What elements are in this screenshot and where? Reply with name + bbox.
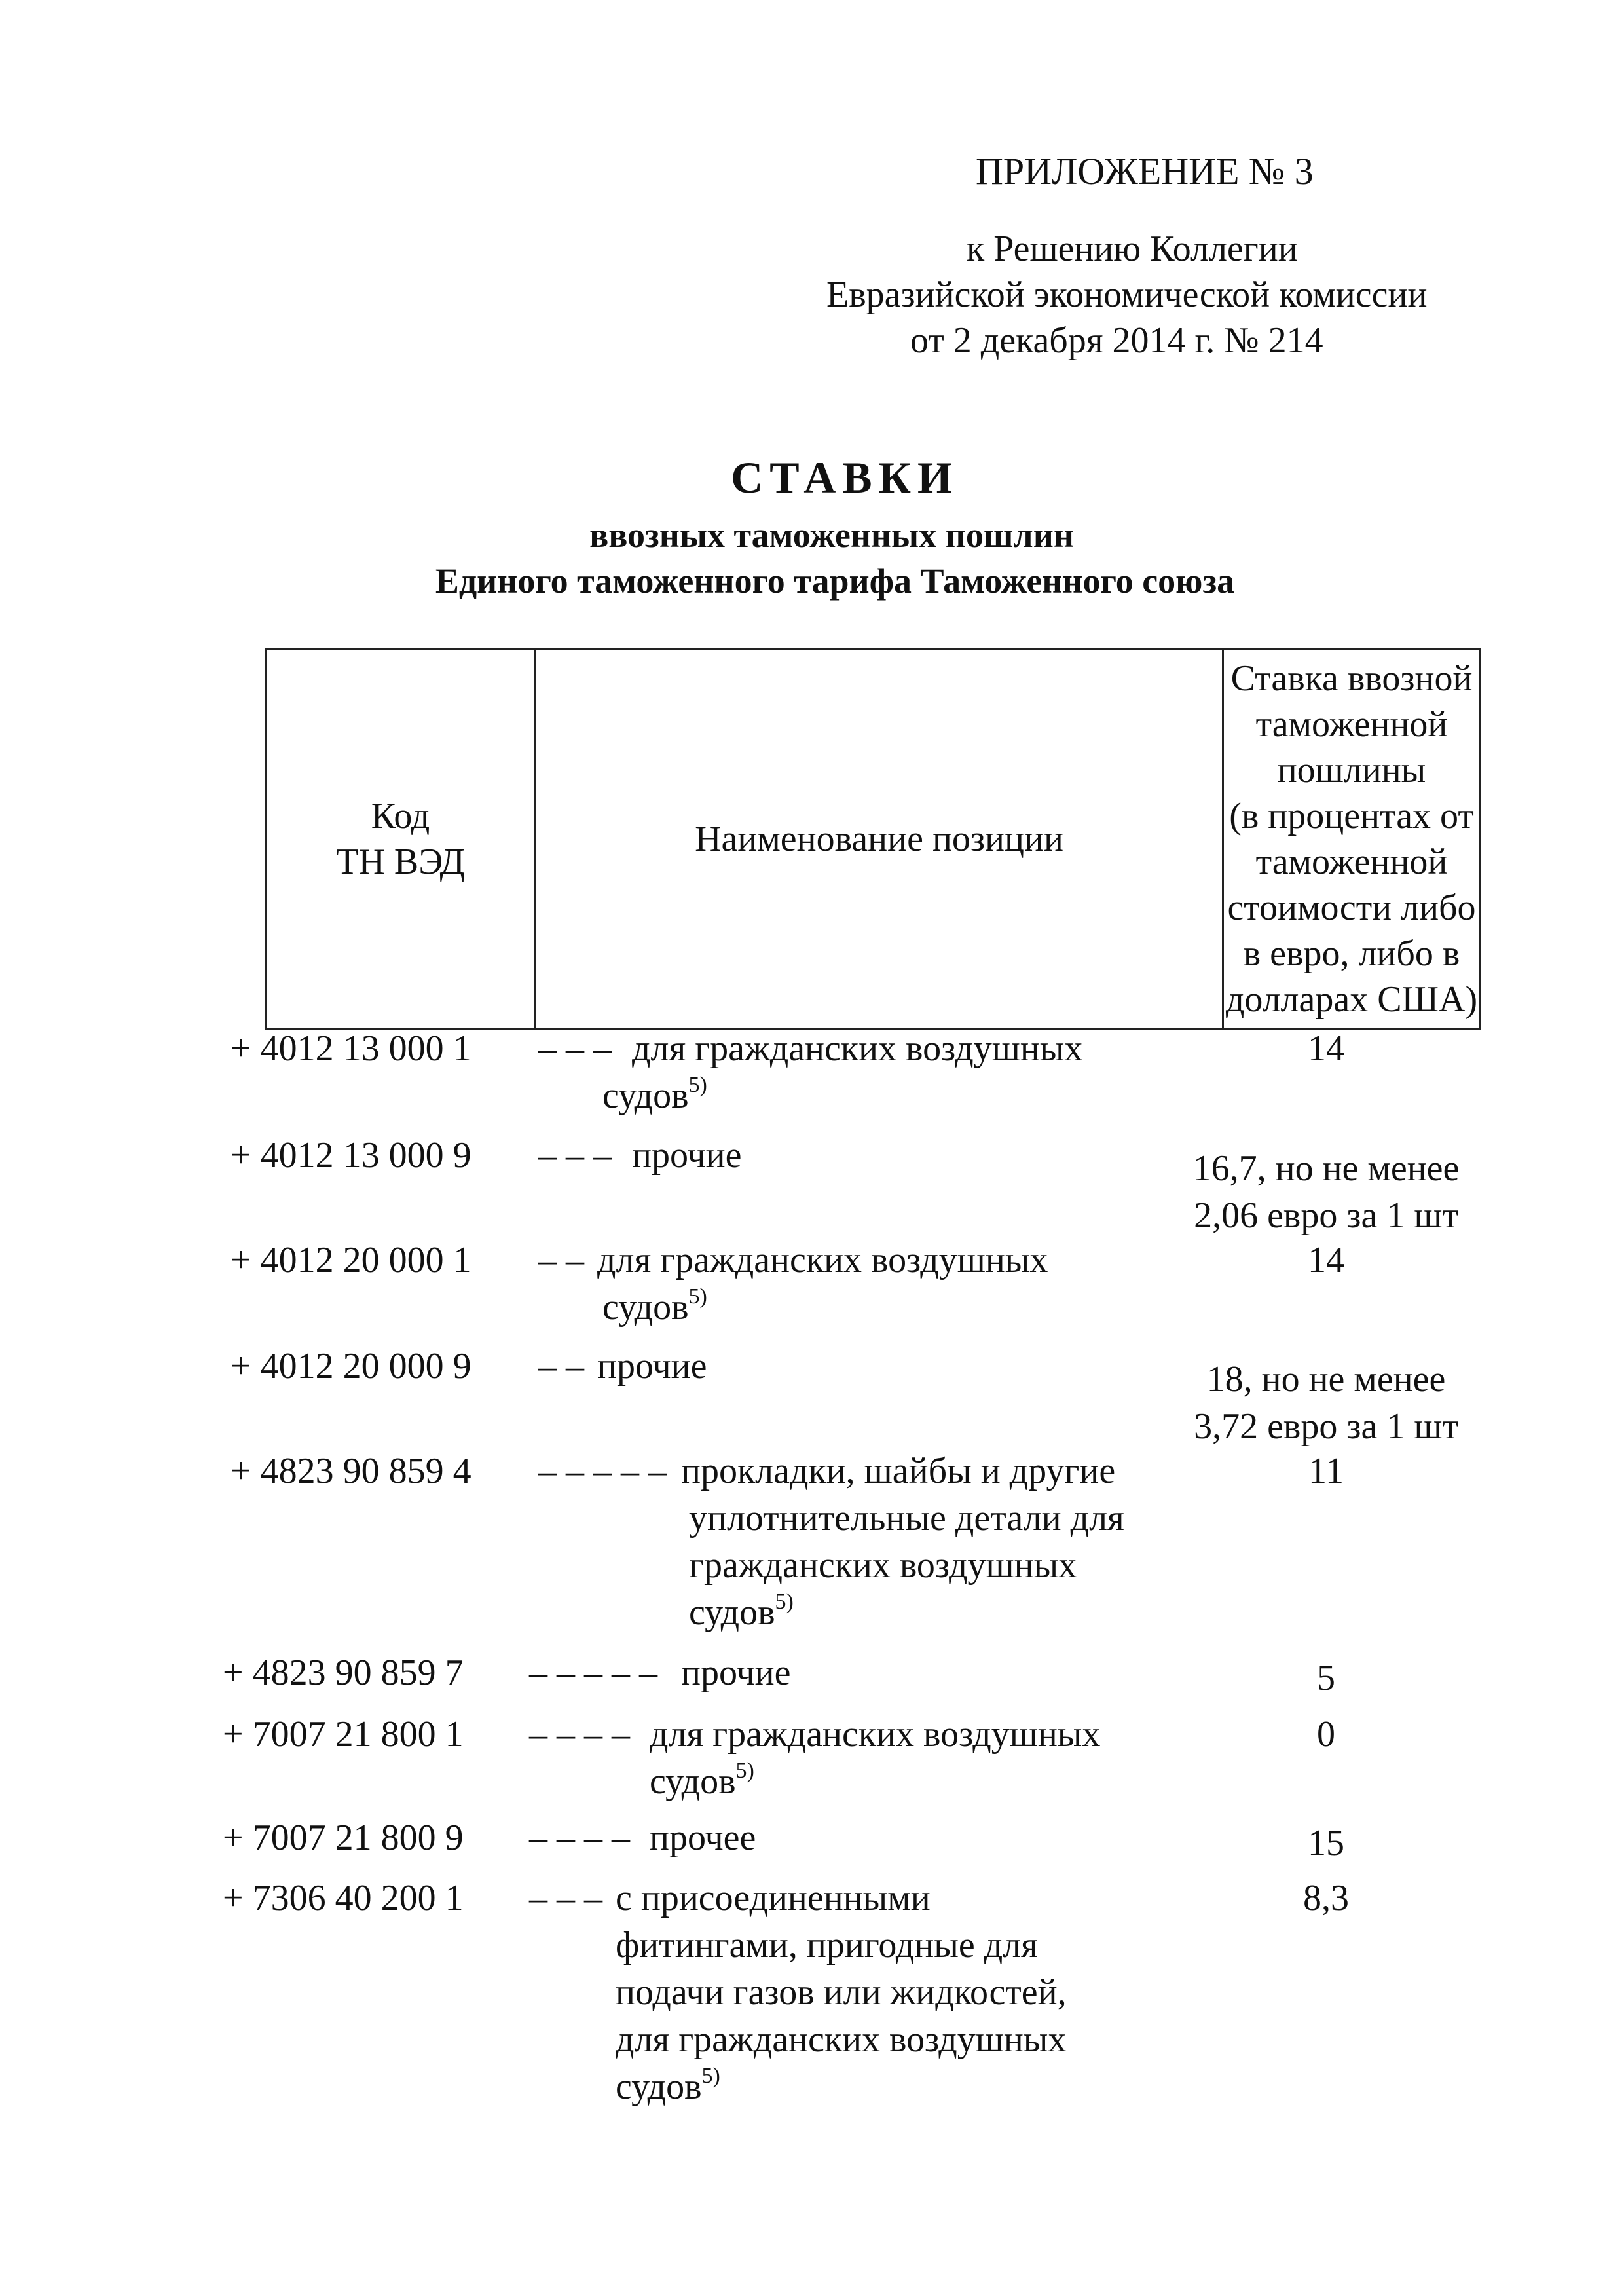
row-rate: 5	[1317, 1658, 1335, 1698]
row-desc-line: судов$^{5)}$	[650, 1759, 754, 1802]
appendix-line-3: от 2 декабря 2014 г. № 214	[910, 320, 1323, 361]
row-dashes: – – – –	[529, 1714, 630, 1755]
row-rate: 0	[1317, 1714, 1335, 1755]
row-dashes: – – – –	[529, 1818, 630, 1858]
document-subtitle-1: ввозных таможенных пошлин	[589, 515, 1074, 555]
row-desc-line: прокладки, шайбы и другие	[681, 1451, 1116, 1491]
header-rate-line: в евро, либо в	[1243, 933, 1460, 974]
row-code: + 4012 20 000 1	[231, 1240, 471, 1280]
row-desc-line: прочее	[650, 1818, 756, 1858]
row-rate: 16,7, но не менее 2,06 евро за 1 шт	[1192, 1148, 1460, 1236]
header-name: Наименование позиции	[695, 819, 1063, 859]
row-dashes: – – –	[538, 1135, 612, 1176]
row-rate: 11	[1308, 1451, 1344, 1491]
row-desc-line: прочие	[681, 1652, 791, 1693]
row-rate: 18, но не менее 3,72 евро за 1 шт	[1194, 1359, 1458, 1447]
row-desc-line: судов$^{5)}$	[689, 1590, 794, 1633]
row-rate: 14	[1308, 1240, 1344, 1280]
header-rate-line: таможенной	[1255, 842, 1448, 882]
row-dashes: – – – – –	[529, 1652, 657, 1693]
row-code: + 4012 13 000 9	[231, 1135, 471, 1176]
appendix-line-1: к Решению Коллегии	[967, 229, 1298, 269]
row-desc-line: для гражданских воздушных	[632, 1028, 1083, 1069]
row-code: + 7306 40 200 1	[223, 1878, 464, 1918]
row-dashes: – – – – –	[538, 1451, 667, 1491]
header-rate-line: (в процентах от	[1229, 796, 1474, 836]
row-dashes: – –	[538, 1346, 584, 1387]
row-desc-line: уплотнительные детали для	[689, 1498, 1124, 1539]
row-code: + 4823 90 859 7	[223, 1652, 464, 1693]
header-code-line-2: ТН ВЭД	[336, 842, 465, 882]
header-name-cell	[536, 650, 1224, 1028]
row-desc-line: гражданских воздушных	[689, 1545, 1077, 1586]
row-rate: 8,3	[1303, 1878, 1349, 1918]
header-rate-line: пошлины	[1277, 750, 1426, 791]
table-header	[265, 648, 1481, 1030]
row-desc-line: с присоединенными	[616, 1878, 931, 1918]
row-code: + 4012 13 000 1	[231, 1028, 471, 1069]
row-desc-line: судов$^{5)}$	[602, 1073, 707, 1116]
header-rate-line: таможенной	[1255, 704, 1448, 745]
header-rate-line: стоимости либо	[1227, 887, 1476, 928]
row-desc-line: для гражданских воздушных	[650, 1714, 1101, 1755]
row-desc-line: подачи газов или жидкостей,	[616, 1972, 1067, 2013]
header-rate-cell	[1224, 650, 1479, 1028]
header-code-cell	[267, 650, 536, 1028]
row-desc-line: прочие	[597, 1346, 707, 1387]
document-title: СТАВКИ	[731, 453, 959, 502]
row-desc-line: фитингами, пригодные для	[616, 1925, 1038, 1966]
appendix-line-2: Евразийской экономической комиссии	[826, 274, 1428, 315]
row-code: + 7007 21 800 1	[223, 1714, 464, 1755]
header-rate-line: Ставка ввозной	[1230, 658, 1473, 699]
header-rate-line: долларах США)	[1225, 979, 1478, 1020]
row-rate: 15	[1308, 1823, 1344, 1863]
row-desc-line: прочие	[632, 1135, 742, 1176]
row-dashes: – – –	[529, 1878, 602, 1918]
row-rate: 14	[1308, 1028, 1344, 1069]
appendix-number: ПРИЛОЖЕНИЕ № 3	[976, 150, 1314, 193]
row-desc-line: судов$^{5)}$	[616, 2064, 720, 2107]
footnote-ref: 5)	[735, 1759, 754, 1783]
header-code-line-1: Код	[371, 796, 430, 836]
document-subtitle-2: Единого таможенного тарифа Таможенного союза	[435, 561, 1235, 601]
row-dashes: – –	[538, 1240, 584, 1280]
row-dashes: – – –	[538, 1028, 612, 1069]
footnote-ref: 5)	[775, 1590, 794, 1614]
row-code: + 4823 90 859 4	[231, 1451, 471, 1491]
footnote-ref: 5)	[701, 2064, 720, 2089]
row-desc-line: судов$^{5)}$	[602, 1284, 707, 1328]
footnote-ref: 5)	[688, 1284, 707, 1309]
row-desc-line: для гражданских воздушных	[597, 1240, 1048, 1280]
row-code: + 4012 20 000 9	[231, 1346, 471, 1387]
row-code: + 7007 21 800 9	[223, 1818, 464, 1858]
row-desc-line: для гражданских воздушных	[616, 2019, 1067, 2060]
footnote-ref: 5)	[688, 1073, 707, 1098]
